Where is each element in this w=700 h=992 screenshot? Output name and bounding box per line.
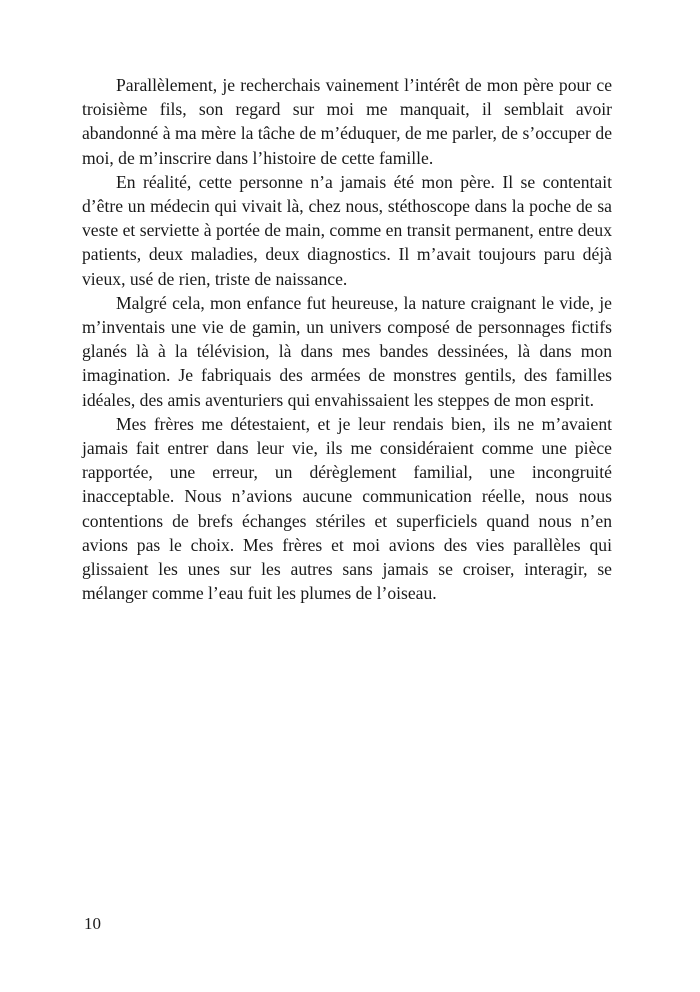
paragraph-2: En réalité, cette personne n’a jamais été mon père. Il se contentait d’être un médecin qui vivait là, chez nous, stéthoscope dans la poche de sa veste et serviette à portée de main, comme en transit permanent, entre deux patients, deux maladies, deux diagnostics. Il m’avait toujours paru déjà vieux, usé de rien, triste de naissance.	[82, 171, 612, 289]
paragraph-4: Mes frères me détestaient, et je leur rendais bien, ils ne m’avaient jamais fait entrer dans leur vie, ils me considéraient comme une pièce rapportée, une erreur, un dérèglement familial, une incongruité inacceptable. Nous n’avions aucune communication réelle, nous nous contentions de brefs échanges stériles et superficiels quand nous n’en avions pas le choix. Mes frères et moi avions des vies parallèles qui glissaient les unes sur les autres sans jamais se croiser, interagir, se mélanger comme l’eau fuit les plumes de l’oiseau.	[82, 413, 612, 604]
page-number: 10	[84, 914, 101, 933]
body-text	[82, 73, 612, 605]
paragraph-3: Malgré cela, mon enfance fut heureuse, la nature craignant le vide, je m’inventais une vie de gamin, un univers composé de personnages fictifs glanés là à la télévision, là dans mes bandes dessinées, là dans mon imagination. Je fabriquais des armées de monstres gentils, des familles idéales, des amis aventuriers qui envahissaient les steppes de mon esprit.	[82, 292, 612, 410]
paragraph-1: Parallèlement, je recherchais vainement l’intérêt de mon père pour ce troisième fils, son regard sur moi me manquait, il semblait avoir abandonné à ma mère la tâche de m’éduquer, de me parler, de s’occuper de moi, de m’inscrire dans l’histoire de cette famille.	[82, 75, 612, 168]
